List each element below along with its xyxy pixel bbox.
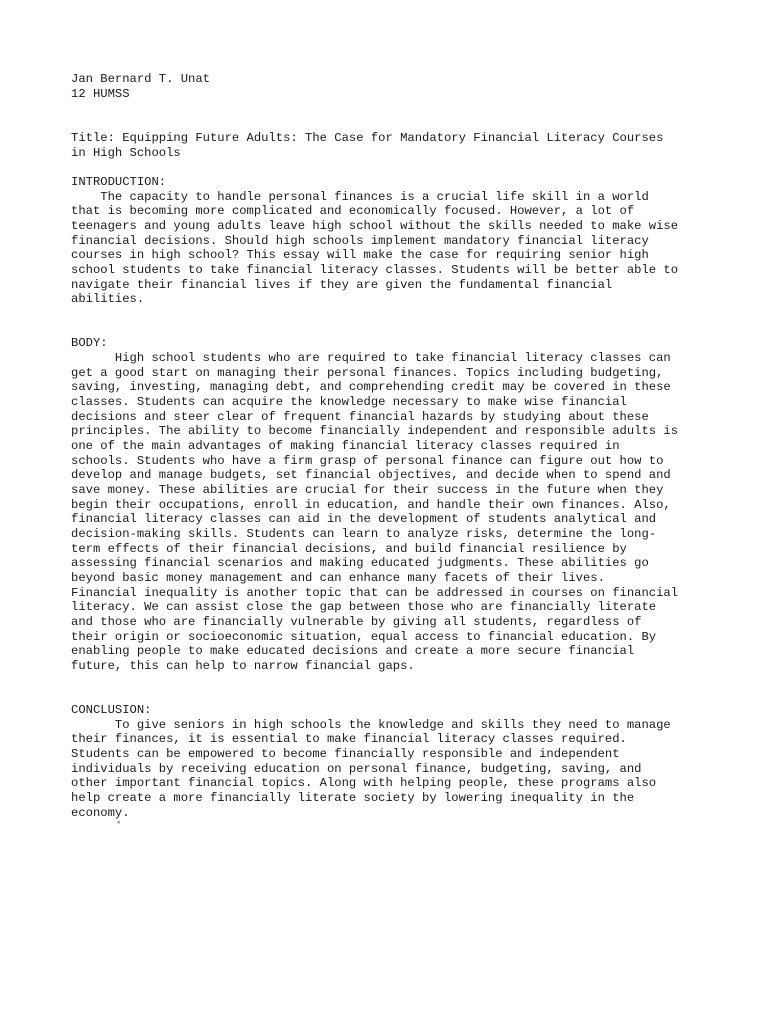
paragraph-line: get a good start on managing their personal finances. Topics including budgeting,: [71, 366, 664, 380]
paragraph-line: that is becoming more complicated and economically focused. However, a lot of: [71, 204, 635, 218]
paragraph-line: other important financial topics. Along with helping people, these programs also: [71, 776, 657, 790]
paragraph-line: classes. Students can acquire the knowledge necessary to make wise financial: [71, 395, 627, 409]
paragraph-line: beyond basic money management and can enhance many facets of their lives.: [71, 571, 605, 585]
paragraph-line: assessing financial scenarios and making educated judgments. These abilities go: [71, 556, 649, 570]
paragraph-line: financial decisions. Should high schools implement mandatory financial literacy: [71, 234, 649, 248]
paragraph-line: courses in high school? This essay will make the case for requiring senior high: [71, 248, 649, 262]
paragraph-line: principles. The ability to become financially independent and responsible adults is: [71, 424, 679, 438]
paragraph-line: future, this can help to narrow financial gaps.: [71, 659, 415, 673]
paragraph-line: enabling people to make educated decisions and create a more secure financial: [71, 644, 635, 658]
paragraph-line: begin their occupations, enroll in education, and handle their own finances. Also,: [71, 498, 671, 512]
paragraph-line: save money. These abilities are crucial for their success in the future when they: [71, 483, 664, 497]
title-line-1: Title: Equipping Future Adults: The Case for Mandatory Financial Literacy Courses: [71, 131, 664, 145]
paragraph-line: and those who are financially vulnerable by giving all students, regardless of: [71, 615, 642, 629]
paragraph-line: navigate their financial lives if they are given the fundamental financial: [71, 278, 613, 292]
paragraph-line: their finances, it is essential to make financial literacy classes required.: [71, 732, 627, 746]
paragraph-line: individuals by receiving education on personal finance, budgeting, saving, and: [71, 762, 642, 776]
trailing-mark: °: [116, 820, 122, 830]
paragraph-line: help create a more financially literate society by lowering inequality in the: [71, 791, 635, 805]
paragraph-line: decisions and steer clear of frequent financial hazards by studying about these: [71, 410, 649, 424]
paragraph-line: financial literacy classes can aid in the development of students analytical and: [71, 512, 657, 526]
introduction-heading: INTRODUCTION:: [71, 175, 167, 189]
paragraph-line: term effects of their financial decisions, and build financial resilience by: [71, 542, 627, 556]
paragraph-line: one of the main advantages of making financial literacy classes required in: [71, 439, 620, 453]
author-name: Jan Bernard T. Unat: [71, 72, 210, 86]
title-line-2: in High Schools: [71, 146, 181, 160]
paragraph-line: decision-making skills. Students can learn to analyze risks, determine the long-: [71, 527, 657, 541]
paragraph-line: schools. Students who have a firm grasp of personal finance can figure out how to: [71, 454, 664, 468]
paragraph-line: The capacity to handle personal finances is a crucial life skill in a world: [71, 190, 649, 204]
paragraph-line: teenagers and young adults leave high school without the skills needed to make wise: [71, 219, 679, 233]
paragraph-line: Students can be empowered to become financially responsible and independent: [71, 747, 620, 761]
paragraph-line: develop and manage budgets, set financial objectives, and decide when to spend and: [71, 468, 671, 482]
grade-section: 12 HUMSS: [71, 87, 130, 101]
paragraph-line: High school students who are required to take financial literacy classes can: [71, 351, 671, 365]
paragraph-line: literacy. We can assist close the gap between those who are financially literate: [71, 600, 657, 614]
paragraph-line: economy.: [71, 806, 130, 820]
paragraph-line: their origin or socioeconomic situation, equal access to financial education. By: [71, 630, 657, 644]
paragraph-line: Financial inequality is another topic that can be addressed in courses on financial: [71, 586, 679, 600]
paragraph-line: To give seniors in high schools the knowledge and skills they need to manage: [71, 718, 671, 732]
paragraph-line: school students to take financial literacy classes. Students will be better able to: [71, 263, 679, 277]
body-heading: BODY:: [71, 336, 108, 350]
paragraph-line: saving, investing, managing debt, and comprehending credit may be covered in these: [71, 380, 671, 394]
conclusion-heading: CONCLUSION:: [71, 703, 152, 717]
paragraph-line: abilities.: [71, 292, 145, 306]
